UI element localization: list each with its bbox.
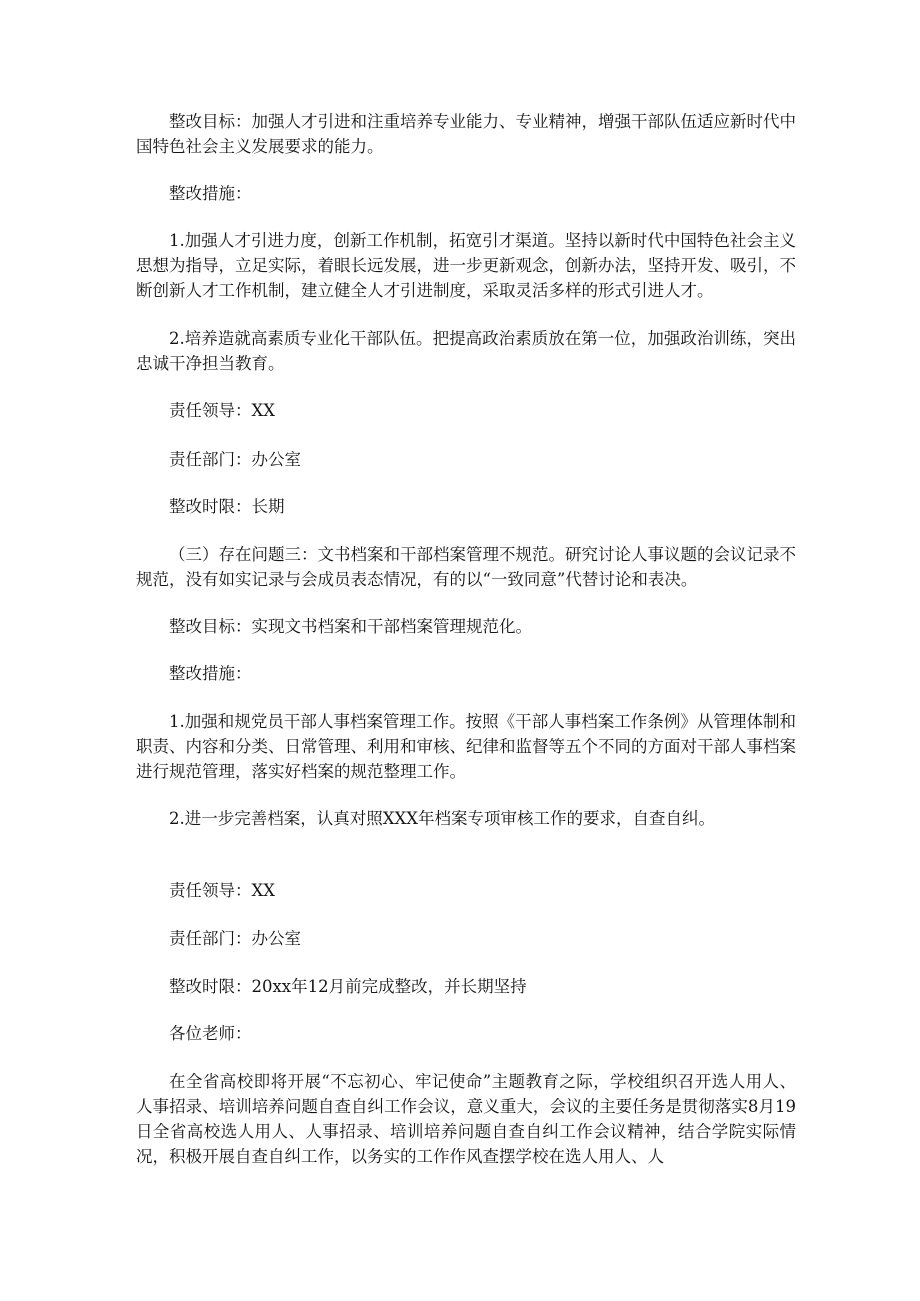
paragraph-deadline-2: 整改时限：20xx年12月前完成整改，并长期坚持 [169,977,527,996]
paragraph-measure-talent-introduction: 1.加强人才引进力度，创新工作机制，拓宽引才渠道。坚持以新时代中国特色社会主义思想为指导，立足实际，着眼长远发展，进一步更新观念，创新办法，坚持开发、吸引，不断创新人才工作机制，建立健全人才引进制度，采取灵活多样的形式引进人才。 [136,231,796,300]
paragraph-measures-heading-1: 整改措施： [169,184,252,203]
paragraph-responsible-leader-1: 责任领导：XX [169,401,275,420]
paragraph-measure-archive-improvement: 2.进一步完善档案，认真对照XXX年档案专项审核工作的要求，自查自纠。 [169,809,715,828]
paragraph-rectification-goal-2: 整改目标：实现文书档案和干部档案管理规范化。 [169,617,532,636]
paragraph-salutation: 各位老师： [169,1024,252,1043]
paragraph-measures-heading-2: 整改措施： [169,664,252,683]
paragraph-measure-archive-management: 1.加强和规党员干部人事档案管理工作。按照《干部人事档案工作条例》从管理体制和职责、内容和分类、日常管理、利用和审核、纪律和监督等五个不同的方面对干部人事档案进行规范管理，落实好档案的规范整理工作。 [136,712,796,781]
paragraph-rectification-goal-1: 整改目标：加强人才引进和注重培养专业能力、专业精神，增强干部队伍适应新时代中国特色社会主义发展要求的能力。 [136,112,796,156]
paragraph-measure-cadre-training: 2.培养造就高素质专业化干部队伍。把提高政治素质放在第一位，加强政治训练，突出忠诚干净担当教育。 [136,329,796,373]
paragraph-responsible-department-1: 责任部门：办公室 [169,450,301,469]
paragraph-problem-three: （三）存在问题三：文书档案和干部档案管理不规范。研究讨论人事议题的会议记录不规范，没有如实记录与会成员表态情况，有的以“一致同意”代替讨论和表决。 [136,545,796,589]
paragraph-deadline-1: 整改时限：长期 [169,497,285,516]
paragraph-responsible-leader-2: 责任领导：XX [169,881,275,900]
paragraph-responsible-department-2: 责任部门：办公室 [169,929,301,948]
paragraph-speech-body: 在全省高校即将开展“不忘初心、牢记使命”主题教育之际，学校组织召开选人用人、人事招录、培训培养问题自查自纠工作会议，意义重大，会议的主要任务是贯彻落实8月19日全省高校选人用人、人事招录、培训培养问题自查自纠工作会议精神，结合学院实际情况，积极开展自查自纠工作，以务实的工作作风查摆学校在选人用人、人 [136,1072,796,1166]
